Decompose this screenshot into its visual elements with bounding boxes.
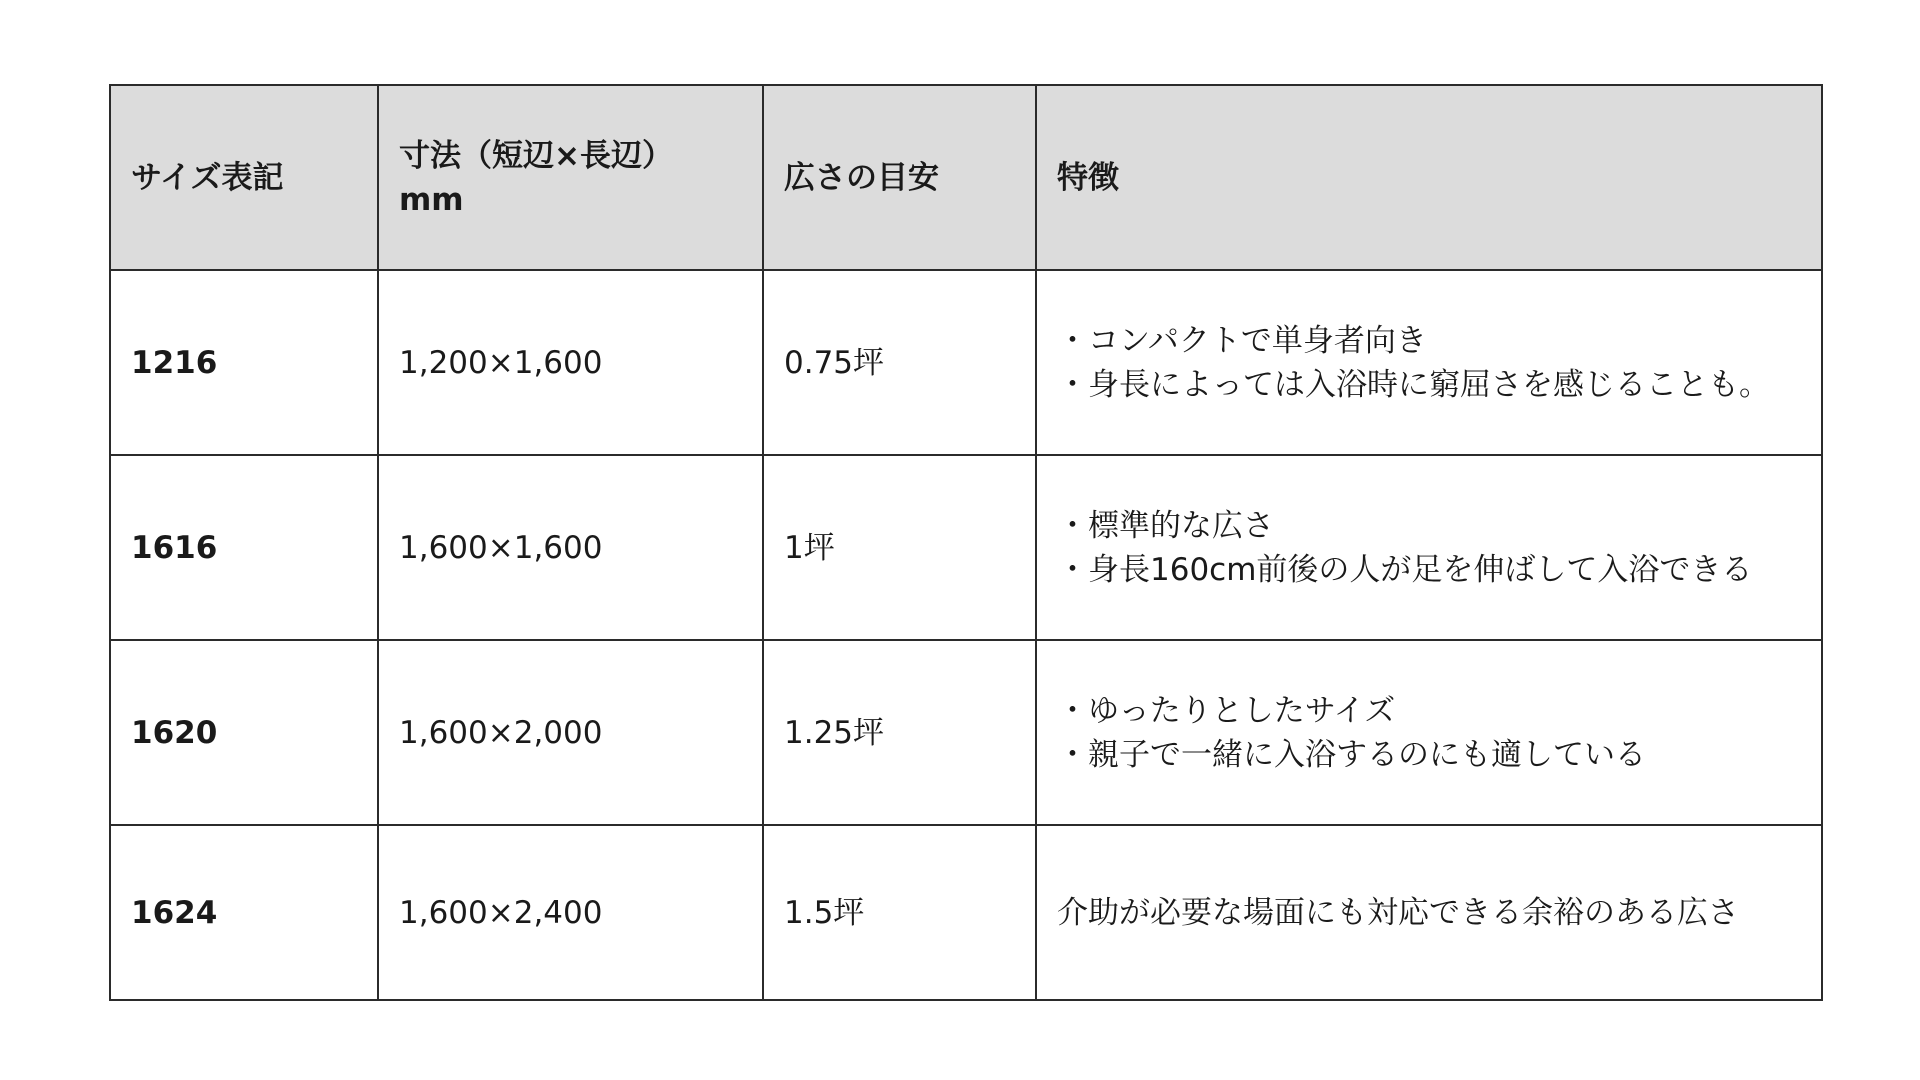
feature-line: ・ゆったりとしたサイズ [1057, 692, 1396, 729]
cell-feature [1036, 825, 1822, 1000]
cell-size: 1616 [110, 455, 378, 640]
cell-size: 1624 [110, 825, 378, 1000]
header-dimension-line2: mm [399, 181, 464, 218]
feature-line: ・親子で一緒に入浴するのにも適している [1057, 736, 1646, 773]
cell-area: 1.5坪 [763, 825, 1036, 1000]
header-dimension [378, 85, 763, 270]
cell-size: 1216 [110, 270, 378, 455]
feature-line: ・コンパクトで単身者向き [1057, 322, 1427, 359]
cell-size: 1620 [110, 640, 378, 825]
feature-line: 介助が必要な場面にも対応できる余裕のある広さ [1057, 894, 1739, 931]
header-feature: 特徴 [1036, 85, 1822, 270]
cell-area: 1坪 [763, 455, 1036, 640]
header-dimension-line1: 寸法（短辺×長辺） [399, 137, 673, 174]
table-header-row [110, 85, 1822, 270]
table-row [110, 640, 1822, 825]
cell-dimension: 1,600×1,600 [378, 455, 763, 640]
cell-area: 1.25坪 [763, 640, 1036, 825]
table-row [110, 270, 1822, 455]
cell-feature [1036, 270, 1822, 455]
cell-feature [1036, 455, 1822, 640]
table-row [110, 825, 1822, 1000]
feature-line: ・身長160cm前後の人が足を伸ばして入浴できる [1057, 551, 1753, 588]
cell-feature [1036, 640, 1822, 825]
header-area: 広さの目安 [763, 85, 1036, 270]
feature-line: ・標準的な広さ [1057, 507, 1274, 544]
size-comparison-table [109, 84, 1823, 1001]
table-row [110, 455, 1822, 640]
cell-dimension: 1,600×2,000 [378, 640, 763, 825]
header-size: サイズ表記 [110, 85, 378, 270]
feature-line: ・身長によっては入浴時に窮屈さを感じることも。 [1057, 366, 1770, 403]
cell-dimension: 1,600×2,400 [378, 825, 763, 1000]
cell-area: 0.75坪 [763, 270, 1036, 455]
size-comparison-table-container [109, 84, 1823, 1001]
cell-dimension: 1,200×1,600 [378, 270, 763, 455]
